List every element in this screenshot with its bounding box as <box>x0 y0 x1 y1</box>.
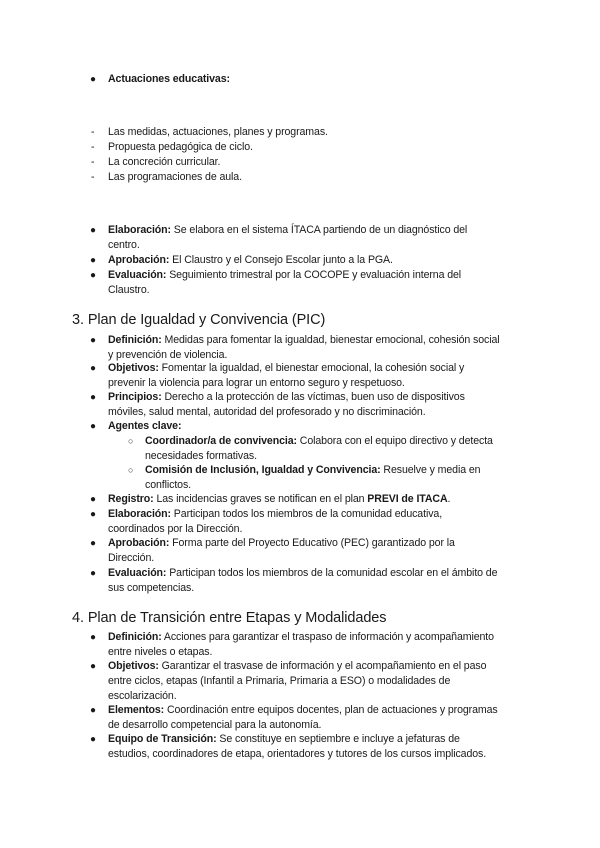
actuaciones-label: Actuaciones educativas: <box>108 73 230 85</box>
item-text: estudios, coordinadores de etapa, orientadores y tutores de los cursos implicados. <box>108 748 487 760</box>
item-text: Participan todos los miembros de la comunidad educativa, <box>170 508 443 520</box>
bullet-icon: ● <box>90 494 97 505</box>
item-label: Evaluación: <box>108 567 167 579</box>
bullet-icon: ● <box>90 632 97 643</box>
item-strong: PREVI de ITACA <box>367 493 448 505</box>
item-label: Evaluación: <box>108 269 167 281</box>
dash-item: La concreción curricular. <box>108 156 221 168</box>
bullet-icon: ● <box>90 392 97 403</box>
list-item-elaboracion-pic <box>108 507 528 537</box>
bullet-icon: ● <box>90 363 97 374</box>
item-text: Medidas para fomentar la igualdad, bienestar emocional, cohesión social <box>161 334 500 346</box>
item-text: Dirección. <box>108 552 155 564</box>
item-text: Acciones para garantizar el traspaso de información y acompañamiento <box>161 631 494 643</box>
item-text: Colabora con el equipo directivo y detecta <box>296 435 493 447</box>
item-label: Objetivos: <box>108 362 159 374</box>
item-text: sus competencias. <box>108 582 195 594</box>
item-text: entre ciclos, etapas (Infantil a Primaria, Primaria a ESO) o modalidades de <box>108 675 451 687</box>
sub-item-comision <box>145 463 528 493</box>
dash-icon: - <box>91 141 95 153</box>
dash-item: Las programaciones de aula. <box>108 171 242 183</box>
item-text: Garantizar el trasvase de información y el acompañamiento en el paso <box>158 660 487 672</box>
item-label: Objetivos: <box>108 660 159 672</box>
item-text: escolarización. <box>108 690 177 702</box>
bullet-icon: ● <box>90 568 97 579</box>
bullet-icon: ● <box>90 538 97 549</box>
item-text: Coordinación entre equipos docentes, plan de actuaciones y programas <box>164 704 498 716</box>
item-label: Comisión de Inclusión, Igualdad y Convivencia: <box>145 464 381 476</box>
bullet-icon: ● <box>90 225 97 236</box>
item-label: Definición: <box>108 334 162 346</box>
item-text: Participan todos los miembros de la comunidad escolar en el ámbito de <box>166 567 498 579</box>
list-item-agentes <box>108 419 528 434</box>
item-label: Registro: <box>108 493 154 505</box>
actuaciones-heading <box>108 72 528 87</box>
item-text: entre niveles o etapas. <box>108 646 213 658</box>
dash-icon: - <box>91 171 95 183</box>
sub-item-coordinador <box>145 434 528 464</box>
item-label: Agentes clave: <box>108 420 182 432</box>
item-text: Se elabora en el sistema ÍTACA partiendo de un diagnóstico del <box>170 224 468 236</box>
item-text: . <box>447 493 451 505</box>
item-text: centro. <box>108 239 140 251</box>
list-item-elaboracion <box>108 223 528 253</box>
bullet-icon: ● <box>90 661 97 672</box>
item-text: Derecho a la protección de las víctimas, buen uso de dispositivos <box>161 391 465 403</box>
item-text: El Claustro y el Consejo Escolar junto a la PGA. <box>169 254 393 266</box>
item-label: Elementos: <box>108 704 165 716</box>
item-label: Coordinador/a de convivencia: <box>145 435 297 447</box>
bullet-icon: ● <box>90 74 97 85</box>
dash-icon: - <box>91 126 95 138</box>
item-text: prevenir la violencia para lograr un entorno seguro y respetuoso. <box>108 377 405 389</box>
item-text: coordinados por la Dirección. <box>108 523 243 535</box>
item-label: Definición: <box>108 631 162 643</box>
bullet-icon: ● <box>90 705 97 716</box>
circle-bullet-icon: ○ <box>128 465 134 475</box>
item-label: Equipo de Transición: <box>108 733 217 745</box>
list-item-equipo-transicion <box>108 732 528 762</box>
item-text: móviles, salud mental, autoridad del profesorado y no discriminación. <box>108 406 426 418</box>
bullet-icon: ● <box>90 734 97 745</box>
list-item-evaluacion <box>108 268 528 298</box>
bullet-icon: ● <box>90 421 97 432</box>
item-label: Aprobación: <box>108 537 170 549</box>
item-text: Forma parte del Proyecto Educativo (PEC) garantizado por la <box>169 537 455 549</box>
item-label: Elaboración: <box>108 508 171 520</box>
item-label: Elaboración: <box>108 224 171 236</box>
item-label: Aprobación: <box>108 254 170 266</box>
bullet-icon: ● <box>90 335 97 346</box>
dash-icon: - <box>91 156 95 168</box>
list-item-objetivos-transicion <box>108 659 528 704</box>
item-text: y prevención de violencia. <box>108 349 228 361</box>
list-item-definicion <box>108 333 528 363</box>
list-item-objetivos <box>108 361 528 391</box>
list-item-principios <box>108 390 528 420</box>
list-item-aprobacion <box>108 253 528 268</box>
item-text: de desarrollo competencial para la autonomía. <box>108 719 322 731</box>
list-item-aprobacion-pic <box>108 536 528 566</box>
list-item-registro <box>108 492 528 507</box>
item-text: Seguimiento trimestral por la COCOPE y evaluación interna del <box>166 269 462 281</box>
list-item-definicion-transicion <box>108 630 528 660</box>
bullet-icon: ● <box>90 255 97 266</box>
item-text: necesidades formativas. <box>145 450 257 462</box>
section-3-title: 3. Plan de Igualdad y Convivencia (PIC) <box>72 312 326 328</box>
circle-bullet-icon: ○ <box>128 436 134 446</box>
item-text: Resuelve y media en <box>380 464 481 476</box>
item-label: Principios: <box>108 391 162 403</box>
bullet-icon: ● <box>90 509 97 520</box>
item-text: Fomentar la igualdad, el bienestar emocional, la cohesión social y <box>158 362 465 374</box>
section-4-title: 4. Plan de Transición entre Etapas y Modalidades <box>72 610 387 626</box>
item-text: Las incidencias graves se notifican en el plan <box>153 493 368 505</box>
bullet-icon: ● <box>90 270 97 281</box>
item-text: Claustro. <box>108 284 150 296</box>
item-text: Se constituye en septiembre e incluye a jefaturas de <box>216 733 460 745</box>
dash-item: Las medidas, actuaciones, planes y programas. <box>108 126 328 138</box>
item-text: conflictos. <box>145 479 192 491</box>
list-item-elementos <box>108 703 528 733</box>
dash-item: Propuesta pedagógica de ciclo. <box>108 141 253 153</box>
list-item-evaluacion-pic <box>108 566 528 596</box>
